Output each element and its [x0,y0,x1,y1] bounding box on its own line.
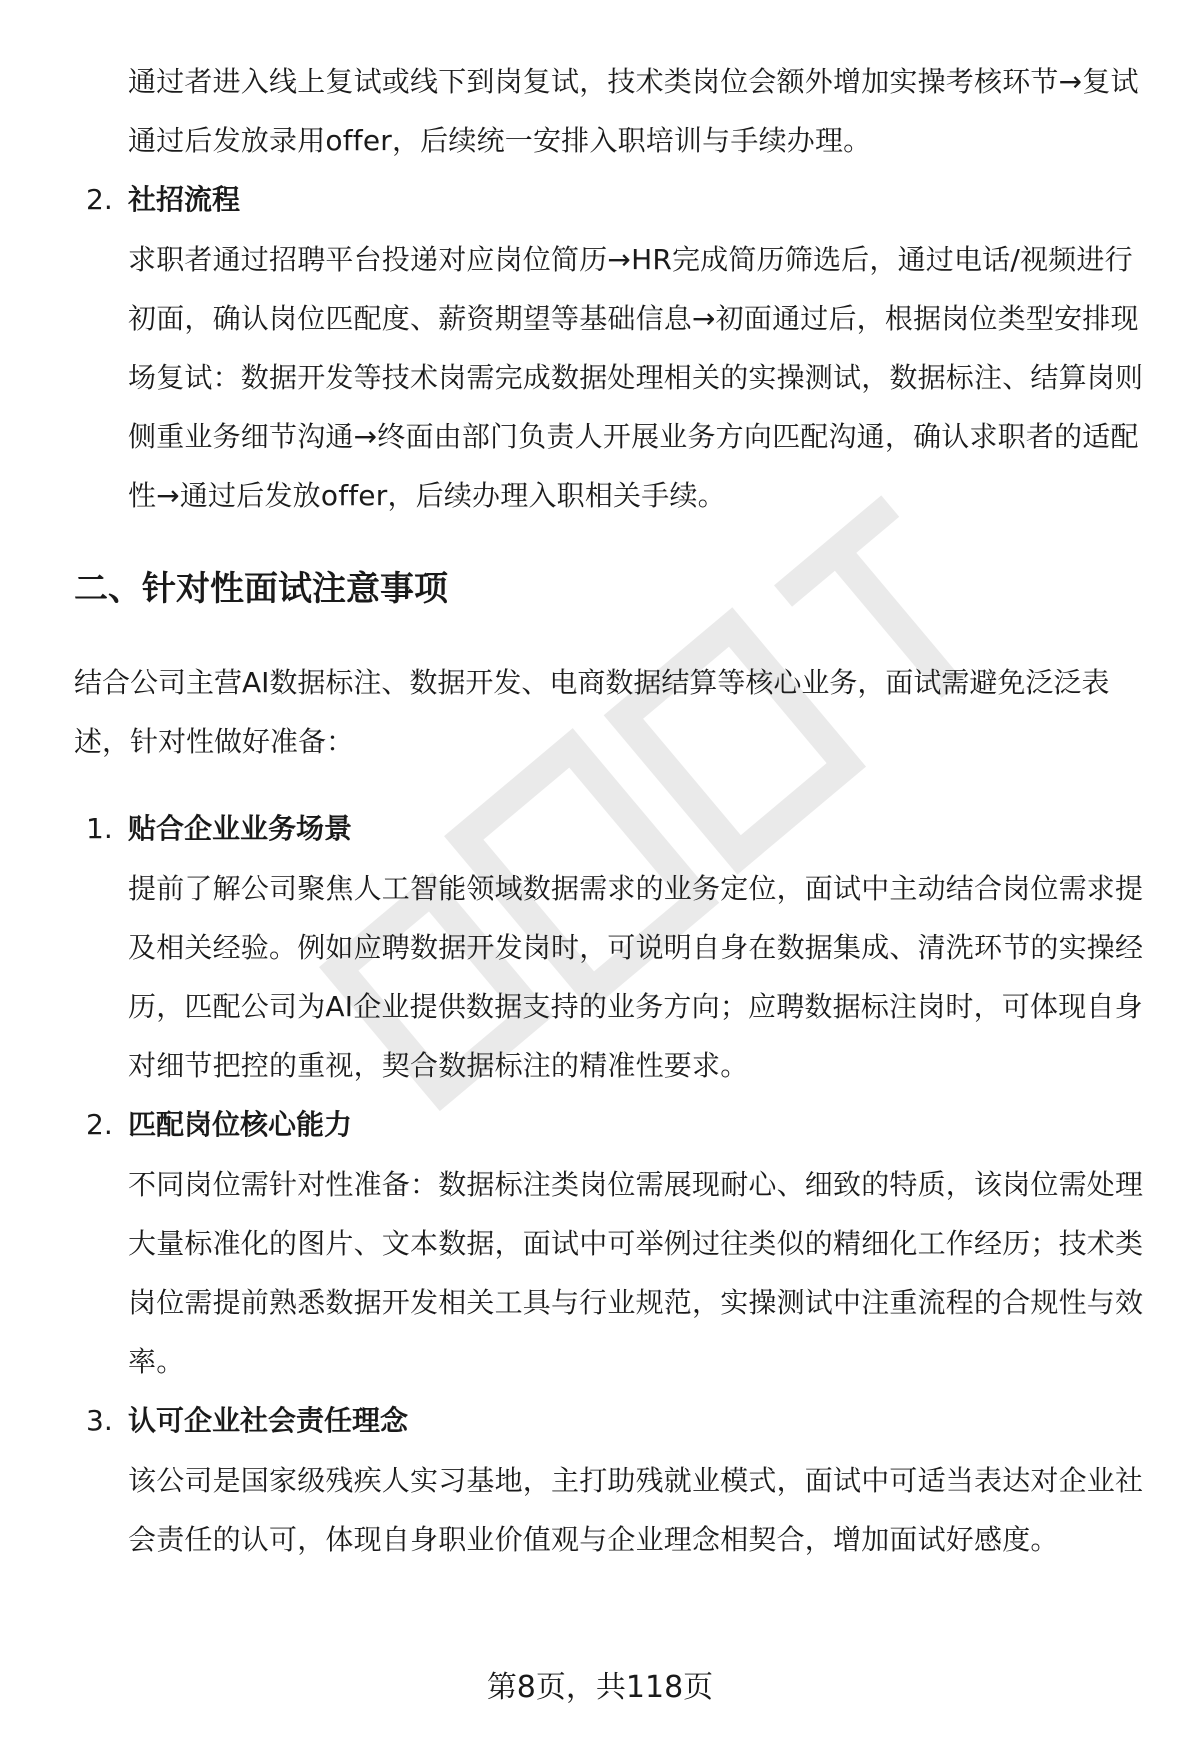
section-intro-paragraph: 结合公司主营AI数据标注、数据开发、电商数据结算等核心业务，面试需避免泛泛表述，针对性做好准备： [74,666,1110,758]
item-heading [74,799,1154,859]
item-heading [74,1095,1154,1155]
item-number: 1. [86,812,113,845]
list-item-social-responsibility [74,1391,1154,1569]
item-body-text: 提前了解公司聚焦人工智能领域数据需求的业务定位，面试中主动结合岗位需求提及相关经验。例如应聘数据开发岗时，可说明自身在数据集成、清洗环节的实操经历，匹配公司为AI企业提供数据支持的业务方向；应聘数据标注岗时，可体现自身对细节把控的重视，契合数据标注的精准性要求。 [128,872,1144,1082]
item-title: 认可企业社会责任理念 [128,1404,409,1437]
item-body-text: 求职者通过招聘平台投递对应岗位简历→HR完成简历筛选后，通过电话/视频进行初面，确认岗位匹配度、薪资期望等基础信息→初面通过后，根据岗位类型安排现场复试：数据开发等技术岗需完成数据处理相关的实操测试，数据标注、结算岗则侧重业务细节沟通→终面由部门负责人开展业务方向匹配沟通，确认求职者的适配性→通过后发放offer，后续办理入职相关手续。 [128,243,1144,512]
section-heading: 二、针对性面试注意事项 [74,569,448,609]
list-item-social-recruitment [74,170,1154,525]
item-heading [74,1391,1154,1451]
list-item-business-scene [74,799,1154,1095]
item-body-text: 通过者进入线上复试或线下到岗复试，技术类岗位会额外增加实操考核环节→复试通过后发放录用offer，后续统一安排入职培训与手续办理。 [128,65,1139,157]
item-title: 贴合企业业务场景 [128,812,353,845]
item-number: 3. [86,1404,113,1437]
item-number: 2. [86,1108,113,1141]
list-item-core-ability [74,1095,1154,1391]
item-title: 匹配岗位核心能力 [128,1108,353,1141]
page-footer: 第8页，共118页 [486,1670,714,1705]
item-body-text: 该公司是国家级残疾人实习基地，主打助残就业模式，面试中可适当表达对企业社会责任的认可，体现自身职业价值观与企业理念相契合，增加面试好感度。 [128,1464,1144,1556]
item-heading [74,170,1154,230]
item-title: 社招流程 [128,183,241,216]
list-item-continued [74,52,1154,170]
item-number: 2. [86,183,113,216]
document-content [74,52,1154,1569]
item-body-text: 不同岗位需针对性准备：数据标注类岗位需展现耐心、细致的特质，该岗位需处理大量标准化的图片、文本数据，面试中可举例过往类似的精细化工作经历；技术类岗位需提前熟悉数据开发相关工具与行业规范，实操测试中注重流程的合规性与效率。 [128,1168,1144,1378]
